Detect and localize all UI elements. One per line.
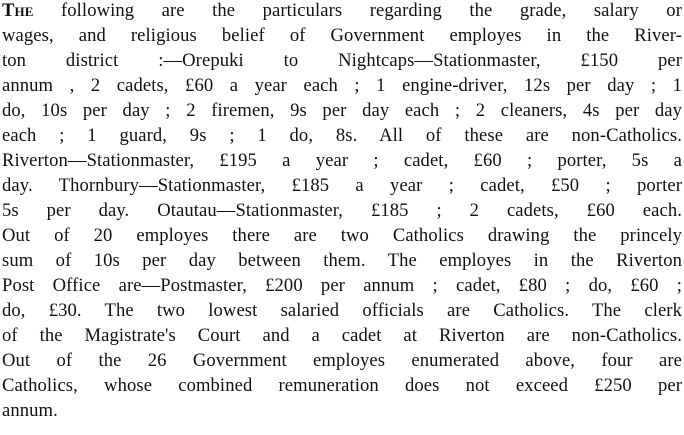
lead-word: The	[2, 0, 34, 21]
newspaper-text-block	[2, 0, 684, 435]
text-line-8: day. Thornbury—Stationmaster, £185 a year ; cadet, £50 ; porter	[2, 175, 682, 196]
text-line-7: Riverton—Stationmaster, £195 a year ; cadet, £60 ; porter, 5s a	[2, 150, 682, 171]
text-line-11: sum of 10s per day between them. The employes in the Riverton	[2, 250, 682, 271]
text-line-3: ton district :—Orepuki to Nightcaps—Stationmaster, £150 per	[2, 50, 682, 71]
text-line-2: wages, and religious belief of Government employes in the River-	[2, 25, 682, 46]
text-line-14: of the Magistrate's Court and a cadet at Riverton are non-Catholics.	[2, 325, 682, 346]
text-line-9: 5s per day. Otautau—Stationmaster, £185 ; 2 cadets, £60 each.	[2, 200, 682, 221]
text-line-1	[2, 0, 682, 22]
text-line-13: do, £30. The two lowest salaried officials are Catholics. The clerk	[2, 300, 682, 321]
text-line-15: Out of the 26 Government employes enumerated above, four are	[2, 350, 682, 371]
text-line-6: each ; 1 guard, 9s ; 1 do, 8s. All of these are non-Catholics.	[2, 125, 682, 146]
text-line-16: Catholics, whose combined remuneration does not exceed £250 per	[2, 375, 682, 396]
text-line-10: Out of 20 employes there are two Catholics drawing the princely	[2, 225, 682, 246]
line-text: following are the particulars regarding the grade, salary or	[33, 0, 682, 21]
text-line-4: annum , 2 cadets, £60 a year each ; 1 engine-driver, 12s per day ; 1	[2, 75, 682, 96]
text-line-17: annum.	[2, 400, 58, 421]
text-line-12: Post Office are—Postmaster, £200 per annum ; cadet, £80 ; do, £60 ;	[2, 275, 682, 296]
text-line-5: do, 10s per day ; 2 firemen, 9s per day each ; 2 cleaners, 4s per day	[2, 100, 682, 121]
